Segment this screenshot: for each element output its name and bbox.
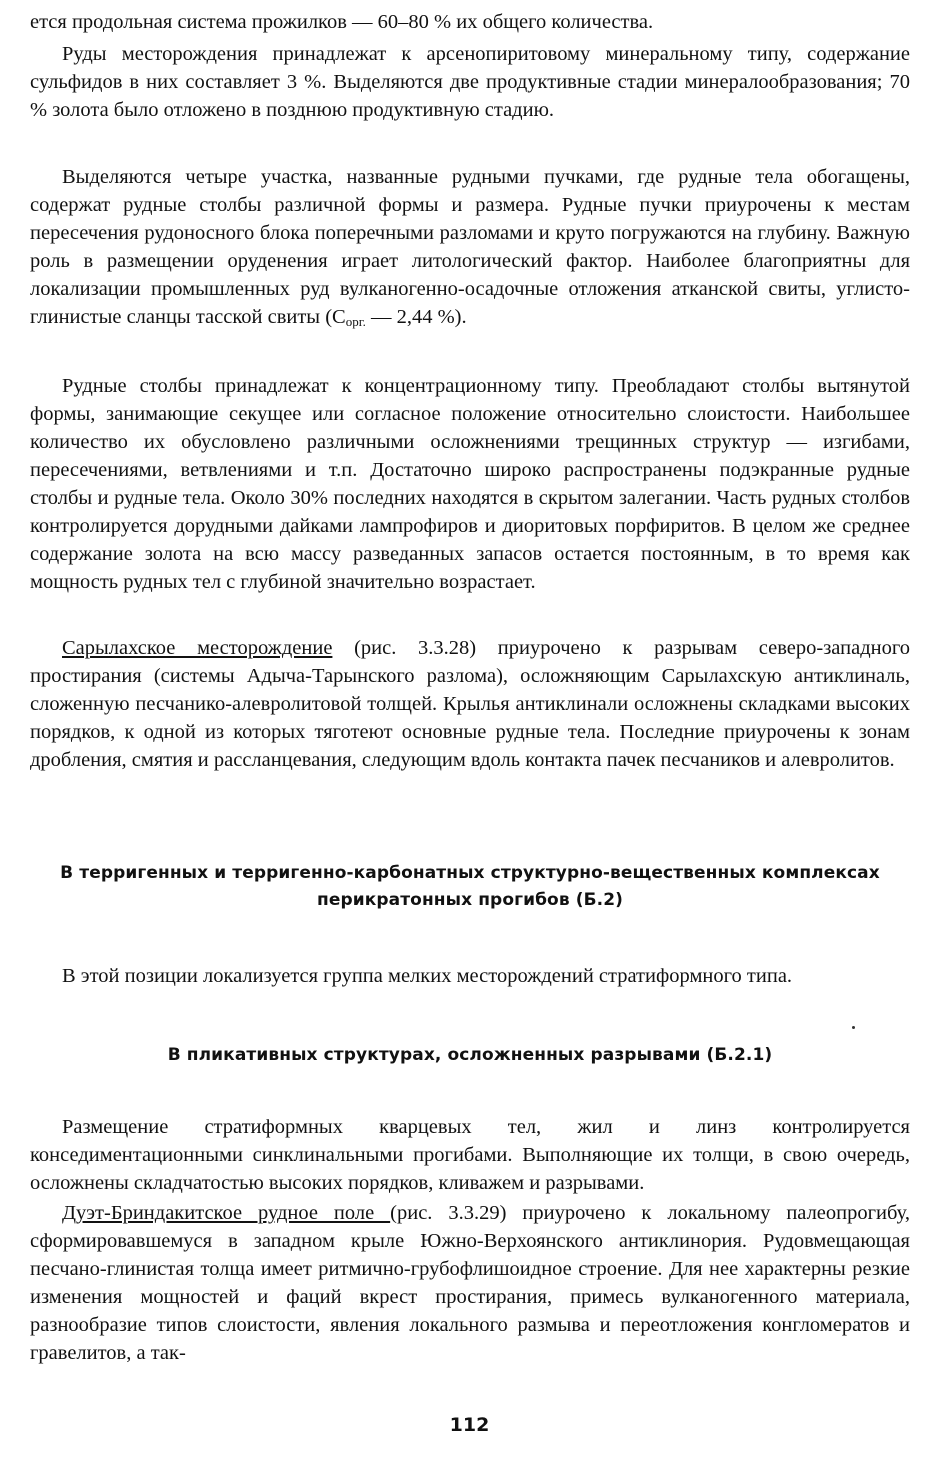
paragraph-continuation: ется продольная система прожилков — 60–80 % их общего количества.	[30, 11, 654, 33]
sarylakh-deposit-link: Сарылахское месторождение	[62, 637, 333, 659]
paragraph-ore-columns: Рудные столбы принадлежат к концентрационному типу. Преобладают столбы вытянутой формы, занимающие секущее или согласное положение относительно слоистости. Наибольшее количество их обусловлено различными осложнениями трещинных структур — изгибами, пересечениями, ветвлениями и т.п. Достаточно широко распространены подэкранные рудные столбы и рудные тела. Около 30% последних находятся в скрытом залегании. Часть рудных столбов контролируется дорудными дайками лампрофиров и диоритовых порфиритов. В целом же среднее содержание золота на всю массу разведанных запасов остается постоянным, в то время как мощность рудных тел с глубиной значительно возрастает.	[30, 375, 910, 593]
stray-mark	[852, 1026, 855, 1029]
ore-bundles-tail: — 2,44 %).	[365, 306, 467, 328]
duet-brindakit-link: Дуэт-Бриндакитское рудное поле	[62, 1202, 391, 1224]
ore-bundles-text: Выделяются четыре участка, названные рудными пучками, где рудные тела обогащены, содержат рудные столбы различной формы и размера. Рудные пучки приурочены к местам пересечения рудоносного блока поперечными разломами и круто погружаются на глубину. Важную роль в размещении оруденения играет литологический фактор. Наиболее благоприятны для локализации промышленных руд вулканогенно-осадочные отложения атканской свиты, углисто-глинистые сланцы тасской свиты (С	[30, 166, 910, 328]
section-heading-b2: В терригенных и терригенно-карбонатных структурно-вещественных комплексах перикратонных прогибов (Б.2)	[60, 863, 880, 910]
duet-brindakit-text: (рис. 3.3.29) приурочено к локальному палеопрогибу, сформировавшемуся в западном крыле Южно-Верхоянского антиклинория. Рудовмещающая песчано-глинистая толща имеет ритмично-грубофлишоидное строение. Для нее характерны резкие изменения мощностей и фаций вкрест простирания, примесь вулканогенного материала, разнообразие типов слоистости, явления локального размыва и переотложения конгломератов и гравелитов, а так-	[30, 1202, 910, 1364]
paragraph-ore-bundles	[30, 163, 910, 336]
paragraph-duet-brindakit	[30, 1199, 910, 1367]
sarylakh-deposit-text: (рис. 3.3.28) приурочено к разрывам северо-западного простирания (системы Адыча-Тарынского разлома), осложняющим Сарылахскую антиклиналь, сложенную песчанико-алевролитовой толщей. Крылья антиклинали осложнены складками высоких порядков, к одной из которых тяготеют основные рудные тела. Последние приурочены к зонам дробления, смятия и рассланцевания, следующим вдоль контакта пачек песчаников и алевролитов.	[30, 637, 910, 771]
paragraph-ore-type: Руды месторождения принадлежат к арсенопиритовому минеральному типу, содержание сульфидов в них составляет 3 %. Выделяются две продуктивные стадии минералообразования; 70 % золота было отложено в позднюю продуктивную стадию.	[30, 43, 910, 121]
subscript-org: орг.	[345, 314, 366, 329]
paragraph-stratiform-group: В этой позиции локализуется группа мелких месторождений стратиформного типа.	[62, 965, 793, 987]
paragraph-sarylakh-deposit	[30, 634, 910, 774]
page-number: 112	[449, 1414, 490, 1436]
paragraph-stratiform-bodies: Размещение стратиформных кварцевых тел, жил и линз контролируется конседиментационными синклинальными прогибами. Выполняющие их толщи, в свою очередь, осложнены складчатостью высоких порядков, кливажем и разрывами.	[30, 1116, 910, 1194]
section-heading-b21: В пликативных структурах, осложненных разрывами (Б.2.1)	[167, 1045, 773, 1065]
